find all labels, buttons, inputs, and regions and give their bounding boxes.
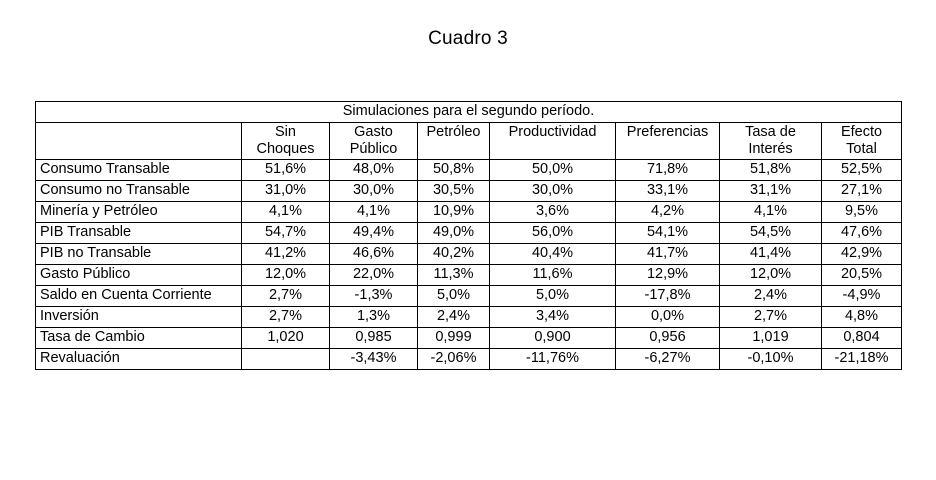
header-cell-blank (36, 123, 242, 160)
row-label: Revaluación (36, 349, 242, 370)
row-label: Minería y Petróleo (36, 202, 242, 223)
table-row (36, 307, 902, 328)
header-cell-efecto-total: Efecto Total (822, 123, 902, 160)
table-row (36, 160, 902, 181)
table-header-row (36, 123, 902, 160)
cell-value: -21,18% (822, 349, 902, 370)
cell-value: 41,4% (720, 244, 822, 265)
row-label: PIB no Transable (36, 244, 242, 265)
cell-value: 40,4% (490, 244, 616, 265)
table-caption-row (36, 102, 902, 123)
table-row (36, 202, 902, 223)
header-cell-productividad: Productividad (490, 123, 616, 160)
cell-value: 41,7% (616, 244, 720, 265)
cell-value: 31,0% (242, 181, 330, 202)
cell-value: 51,8% (720, 160, 822, 181)
cell-value: 0,985 (330, 328, 418, 349)
table-row (36, 265, 902, 286)
header-cell-petroleo: Petróleo (418, 123, 490, 160)
cell-value: 50,0% (490, 160, 616, 181)
row-label: Consumo Transable (36, 160, 242, 181)
row-label: Tasa de Cambio (36, 328, 242, 349)
cell-value: 4,1% (330, 202, 418, 223)
cell-value: 20,5% (822, 265, 902, 286)
simulation-table (35, 101, 902, 370)
cell-value: 5,0% (490, 286, 616, 307)
cell-value: 49,4% (330, 223, 418, 244)
cell-value: 71,8% (616, 160, 720, 181)
cell-value: 1,020 (242, 328, 330, 349)
cell-value: 47,6% (822, 223, 902, 244)
cell-value: 54,1% (616, 223, 720, 244)
table-row (36, 181, 902, 202)
cell-value: 0,900 (490, 328, 616, 349)
header-cell-preferencias: Preferencias (616, 123, 720, 160)
row-label: Inversión (36, 307, 242, 328)
cell-value: 0,804 (822, 328, 902, 349)
cell-value: 12,9% (616, 265, 720, 286)
cell-value: 2,4% (720, 286, 822, 307)
cell-value: 2,7% (720, 307, 822, 328)
cell-value: 2,4% (418, 307, 490, 328)
cell-value: -4,9% (822, 286, 902, 307)
cell-value: 22,0% (330, 265, 418, 286)
cell-value: 12,0% (242, 265, 330, 286)
cell-value: 30,5% (418, 181, 490, 202)
cell-value (242, 349, 330, 370)
cell-value: 41,2% (242, 244, 330, 265)
cell-value: 1,3% (330, 307, 418, 328)
cell-value: -0,10% (720, 349, 822, 370)
table-row (36, 286, 902, 307)
header-cell-sin-choques: Sin Choques (242, 123, 330, 160)
row-label: Gasto Público (36, 265, 242, 286)
cell-value: 12,0% (720, 265, 822, 286)
cell-value: -1,3% (330, 286, 418, 307)
cell-value: 4,1% (720, 202, 822, 223)
header-cell-tasa-de-interes: Tasa de Interés (720, 123, 822, 160)
cell-value: 54,5% (720, 223, 822, 244)
table-body (36, 102, 902, 370)
row-label: Saldo en Cuenta Corriente (36, 286, 242, 307)
row-label: Consumo no Transable (36, 181, 242, 202)
cell-value: -17,8% (616, 286, 720, 307)
cell-value: -6,27% (616, 349, 720, 370)
cell-value: 11,6% (490, 265, 616, 286)
cell-value: -11,76% (490, 349, 616, 370)
cell-value: 48,0% (330, 160, 418, 181)
cell-value: 54,7% (242, 223, 330, 244)
cell-value: 40,2% (418, 244, 490, 265)
table-caption: Simulaciones para el segundo período. (36, 102, 902, 123)
cell-value: 9,5% (822, 202, 902, 223)
cell-value: 42,9% (822, 244, 902, 265)
cell-value: 33,1% (616, 181, 720, 202)
cell-value: -2,06% (418, 349, 490, 370)
table-container (35, 101, 901, 370)
cell-value: 27,1% (822, 181, 902, 202)
table-row (36, 223, 902, 244)
cell-value: 30,0% (490, 181, 616, 202)
cell-value: 46,6% (330, 244, 418, 265)
cell-value: 4,1% (242, 202, 330, 223)
cell-value: 30,0% (330, 181, 418, 202)
cell-value: 51,6% (242, 160, 330, 181)
cell-value: 56,0% (490, 223, 616, 244)
cell-value: 11,3% (418, 265, 490, 286)
cell-value: -3,43% (330, 349, 418, 370)
table-row (36, 349, 902, 370)
cell-value: 1,019 (720, 328, 822, 349)
cell-value: 4,8% (822, 307, 902, 328)
cell-value: 50,8% (418, 160, 490, 181)
cell-value: 31,1% (720, 181, 822, 202)
table-row (36, 244, 902, 265)
cell-value: 5,0% (418, 286, 490, 307)
cell-value: 4,2% (616, 202, 720, 223)
row-label: PIB Transable (36, 223, 242, 244)
cell-value: 0,0% (616, 307, 720, 328)
cell-value: 3,4% (490, 307, 616, 328)
cell-value: 0,999 (418, 328, 490, 349)
cell-value: 49,0% (418, 223, 490, 244)
page-title: Cuadro 3 (428, 28, 508, 49)
cell-value: 2,7% (242, 307, 330, 328)
header-cell-gasto-publico: Gasto Público (330, 123, 418, 160)
cell-value: 10,9% (418, 202, 490, 223)
table-row (36, 328, 902, 349)
cell-value: 52,5% (822, 160, 902, 181)
cell-value: 0,956 (616, 328, 720, 349)
cell-value: 2,7% (242, 286, 330, 307)
cell-value: 3,6% (490, 202, 616, 223)
